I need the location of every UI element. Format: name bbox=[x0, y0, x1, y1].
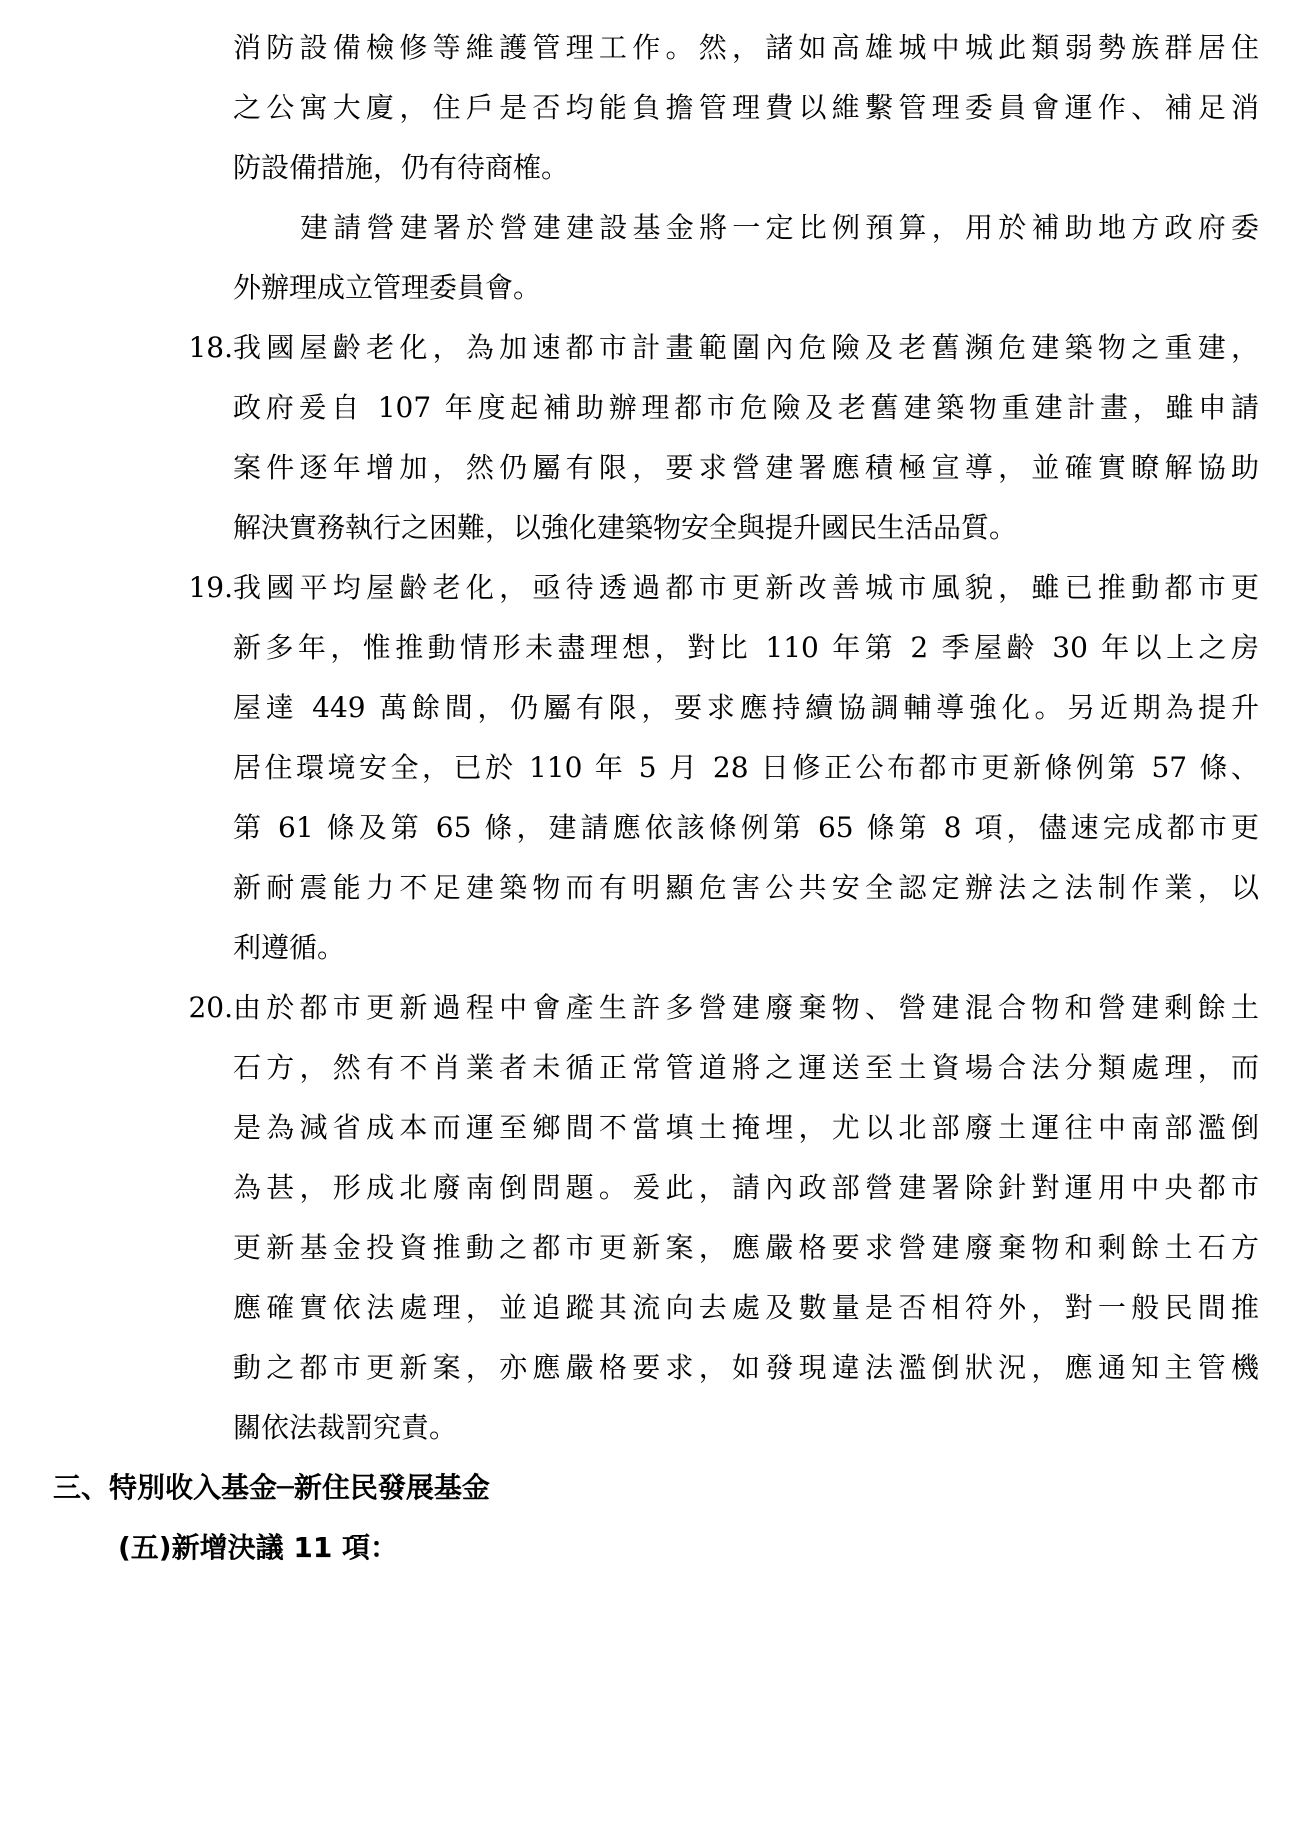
item-18-line-4: 解決實務執行之困難，以強化建築物安全與提升國民生活品質。 bbox=[233, 511, 1018, 544]
item-18-number: 18. bbox=[188, 331, 233, 364]
subsection-heading: (五)新增決議 11 項： bbox=[118, 1531, 399, 1564]
item-20-number: 20. bbox=[188, 991, 233, 1024]
item-19-line-1: 我國平均屋齡老化，亟待透過都市更新改善城市風貌，雖已推動都市更 bbox=[233, 571, 1259, 604]
item-20-line-2: 石方，然有不肖業者未循正常管道將之運送至土資場合法分類處理，而 bbox=[233, 1051, 1259, 1084]
item-19-number: 19. bbox=[188, 571, 233, 604]
item-20-line-3: 是為減省成本而運至鄉間不當填土掩埋，尤以北部廢土運往中南部濫倒 bbox=[233, 1111, 1259, 1144]
item-20-line-6: 應確實依法處理，並追蹤其流向去處及數量是否相符外，對一般民間推 bbox=[233, 1291, 1259, 1324]
item-18-line-1: 我國屋齡老化，為加速都市計畫範圍內危險及老舊瀕危建築物之重建， bbox=[233, 331, 1259, 364]
item-19-line-2: 新多年，惟推動情形未盡理想，對比 110 年第 2 季屋齡 30 年以上之房 bbox=[233, 631, 1259, 664]
item-20-line-1: 由於都市更新過程中會產生許多營建廢棄物、營建混合物和營建剩餘土 bbox=[233, 991, 1259, 1024]
intro-line-2: 之公寓大廈，住戶是否均能負擔管理費以維繫管理委員會運作、補足消 bbox=[233, 91, 1259, 124]
item-19-line-5: 第 61 條及第 65 條，建請應依該條例第 65 條第 8 項，儘速完成都市更 bbox=[233, 811, 1259, 844]
item-20-line-4: 為甚，形成北廢南倒問題。爰此，請內政部營建署除針對運用中央都市 bbox=[233, 1171, 1259, 1204]
intro-para2-line-1: 建請營建署於營建建設基金將一定比例預算，用於補助地方政府委 bbox=[300, 211, 1259, 244]
item-19-line-6: 新耐震能力不足建築物而有明顯危害公共安全認定辦法之法制作業，以 bbox=[233, 871, 1259, 904]
item-18-line-2: 政府爰自 107 年度起補助辦理都市危險及老舊建築物重建計畫，雖申請 bbox=[233, 391, 1259, 424]
item-19-line-3: 屋達 449 萬餘間，仍屬有限，要求應持續協調輔導強化。另近期為提升 bbox=[233, 691, 1259, 724]
item-19-line-7: 利遵循。 bbox=[233, 931, 346, 964]
intro-line-1: 消防設備檢修等維護管理工作。然，諸如高雄城中城此類弱勢族群居住 bbox=[233, 31, 1259, 64]
item-18-line-3: 案件逐年增加，然仍屬有限，要求營建署應積極宣導，並確實瞭解協助 bbox=[233, 451, 1259, 484]
item-20-line-7: 動之都市更新案，亦應嚴格要求，如發現違法濫倒狀況，應通知主管機 bbox=[233, 1351, 1259, 1384]
item-20-line-8: 關依法裁罰究責。 bbox=[233, 1411, 458, 1444]
section-heading: 三、特別收入基金─新住民發展基金 bbox=[53, 1471, 490, 1504]
item-20-line-5: 更新基金投資推動之都市更新案，應嚴格要求營建廢棄物和剩餘土石方 bbox=[233, 1231, 1259, 1264]
item-19-line-4: 居住環境安全，已於 110 年 5 月 28 日修正公布都市更新條例第 57 條、 bbox=[233, 751, 1259, 784]
intro-para2-line-2: 外辦理成立管理委員會。 bbox=[233, 271, 542, 304]
intro-line-3: 防設備措施，仍有待商榷。 bbox=[233, 151, 570, 184]
